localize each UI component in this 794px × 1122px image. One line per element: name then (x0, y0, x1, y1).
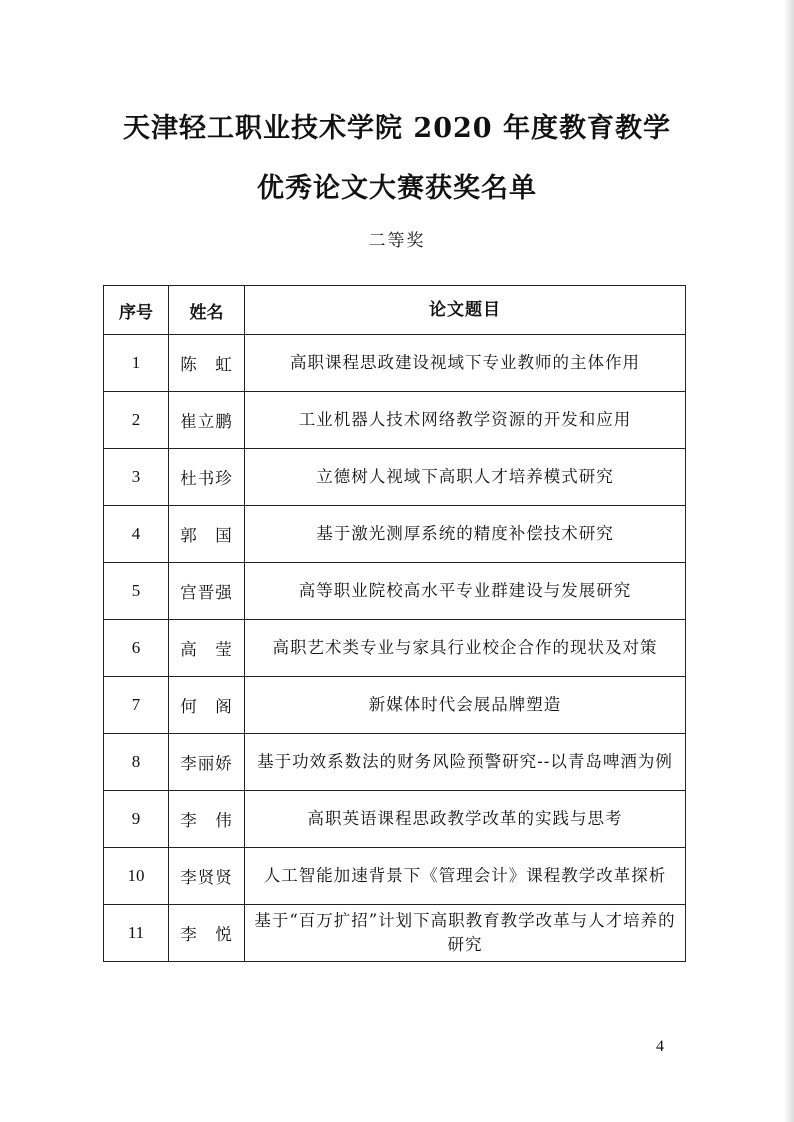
author-name: 宫晋强 (169, 563, 245, 620)
row-number: 9 (104, 791, 169, 848)
table-header-row (104, 286, 686, 335)
author-name: 李贤贤 (169, 848, 245, 905)
author-name: 杜书珍 (169, 449, 245, 506)
table-row (104, 734, 686, 791)
document-title-line-2: 优秀论文大赛获奖名单 (257, 173, 537, 204)
row-number: 8 (104, 734, 169, 791)
paper-title: 高职课程思政建设视域下专业教师的主体作用 (245, 335, 686, 392)
table-row (104, 848, 686, 905)
header-title: 论文题目 (245, 286, 686, 335)
row-number: 2 (104, 392, 169, 449)
scan-edge-shadow (784, 0, 794, 1122)
author-name: 高 莹 (169, 620, 245, 677)
award-list-table (103, 285, 686, 962)
author-name: 李 伟 (169, 791, 245, 848)
row-number: 1 (104, 335, 169, 392)
author-name: 何 阁 (169, 677, 245, 734)
award-level-heading: 二等奖 (368, 231, 426, 251)
document-title-line-1: 天津轻工职业技术学院 2020 年度教育教学 (123, 113, 671, 144)
table-row (104, 506, 686, 563)
paper-title: 工业机器人技术网络教学资源的开发和应用 (245, 392, 686, 449)
row-number: 3 (104, 449, 169, 506)
row-number: 11 (104, 905, 169, 962)
row-number: 5 (104, 563, 169, 620)
row-number: 6 (104, 620, 169, 677)
paper-title: 基于“百万扩招”计划下高职教育教学改革与人才培养的研究 (245, 905, 686, 962)
header-no: 序号 (104, 286, 169, 335)
table-row (104, 620, 686, 677)
table-row (104, 791, 686, 848)
paper-title: 立德树人视域下高职人才培养模式研究 (245, 449, 686, 506)
row-number: 10 (104, 848, 169, 905)
table-row (104, 335, 686, 392)
row-number: 7 (104, 677, 169, 734)
paper-title: 高等职业院校高水平专业群建设与发展研究 (245, 563, 686, 620)
table-row (104, 677, 686, 734)
paper-title: 高职艺术类专业与家具行业校企合作的现状及对策 (245, 620, 686, 677)
author-name: 陈 虹 (169, 335, 245, 392)
paper-title: 高职英语课程思政教学改革的实践与思考 (245, 791, 686, 848)
author-name: 李丽娇 (169, 734, 245, 791)
table-row (104, 905, 686, 962)
row-number: 4 (104, 506, 169, 563)
author-name: 郭 国 (169, 506, 245, 563)
table-row (104, 449, 686, 506)
page-number: 4 (656, 1038, 664, 1055)
paper-title: 人工智能加速背景下《管理会计》课程教学改革探析 (245, 848, 686, 905)
author-name: 崔立鹏 (169, 392, 245, 449)
table-row (104, 392, 686, 449)
paper-title: 基于功效系数法的财务风险预警研究--以青岛啤酒为例 (245, 734, 686, 791)
header-name: 姓名 (169, 286, 245, 335)
paper-title: 基于激光测厚系统的精度补偿技术研究 (245, 506, 686, 563)
paper-title: 新媒体时代会展品牌塑造 (245, 677, 686, 734)
author-name: 李 悦 (169, 905, 245, 962)
table-row (104, 563, 686, 620)
